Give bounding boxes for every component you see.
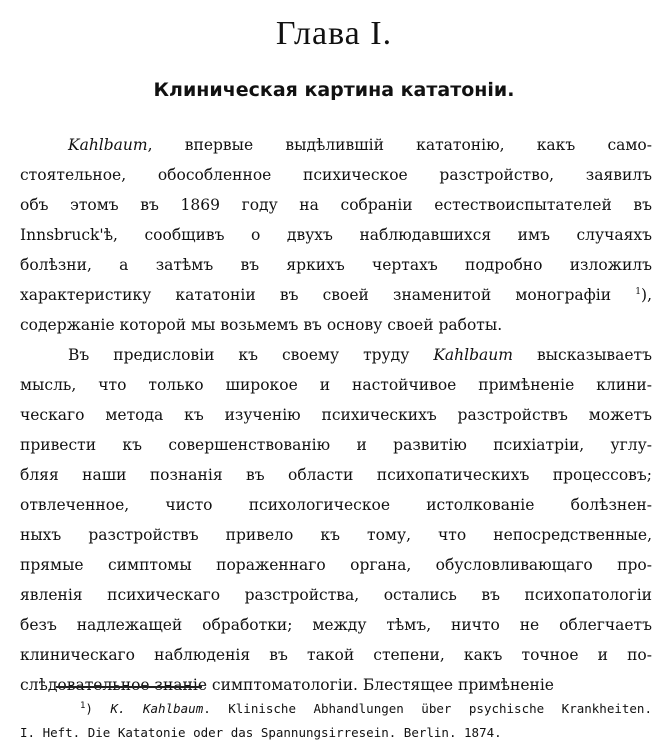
paragraph-1-line <box>20 310 652 340</box>
footnote-marker: 1 <box>80 700 86 711</box>
paragraph-2-line <box>20 370 652 400</box>
paragraph-1-line <box>20 250 652 280</box>
paragraph-2-line <box>20 640 652 670</box>
text-run: отвлеченное, чисто психологическое истолкованіе болѣзнен- <box>20 496 652 514</box>
text-run: ческаго метода къ изученію психическихъ разстройствъ можетъ <box>20 406 652 424</box>
text-run: характеристику кататоніи въ своей знаменитой монографіи <box>20 286 636 304</box>
text-run: прямые симптомы пораженнаго органа, обусловливающаго про- <box>20 556 652 574</box>
paragraph-2-line <box>20 490 652 520</box>
paragraph-1-line <box>20 160 652 190</box>
author-name: K. Kahlbaum <box>110 701 204 716</box>
text-run: ныхъ разстройствъ привело къ тому, что непосредственные, <box>20 526 652 544</box>
text-run: I. Heft. Die Katatonie oder das Spannungsirresein. Berlin. 1874. <box>20 725 502 740</box>
text-run: безъ надлежащей обработки; между тѣмъ, ничто не облегчаетъ <box>20 616 652 634</box>
footnote <box>20 697 652 745</box>
paragraph-2-line <box>20 430 652 460</box>
author-name: Kahlbaum <box>433 346 513 364</box>
paragraph-2-line <box>20 550 652 580</box>
text-run: содержаніе которой мы возьмемъ въ основу своей работы. <box>20 316 503 334</box>
text-run: , впервые выдѣлившій кататонію, какъ само- <box>147 136 652 154</box>
text-run: стоятельное, обособленное психическое разстройство, заявилъ <box>20 166 652 184</box>
paragraph-1-line <box>20 190 652 220</box>
text-run: объ этомъ въ 1869 году на собраніи естествоиспытателей въ <box>20 196 652 214</box>
paragraph-2-line <box>20 610 652 640</box>
paragraph-2-line <box>20 580 652 610</box>
paragraph-2-line <box>20 460 652 490</box>
text-run: явленія психическаго разстройства, остались въ психопатологіи <box>20 586 652 604</box>
paragraph-2-line <box>20 520 652 550</box>
text-run: болѣзни, а затѣмъ въ яркихъ чертахъ подробно изложилъ <box>20 256 652 274</box>
text-run: . Klinische Abhandlungen über psychische Krankheiten. <box>203 701 652 716</box>
body-text <box>20 130 652 700</box>
text-run: бляя наши познанія въ области психопатическихъ процессовъ; <box>20 466 652 484</box>
author-name: Kahlbaum <box>68 136 148 154</box>
paragraph-1-line <box>20 130 652 160</box>
paragraph-2-line <box>20 670 652 700</box>
chapter-title: Глава I. <box>275 15 393 52</box>
text-run: клиническаго наблюденія въ такой степени, какъ точное и по- <box>20 646 652 664</box>
paragraph-2-line <box>20 400 652 430</box>
text-run: Въ предисловіи къ своему труду <box>68 346 434 364</box>
footnote-marker: 1 <box>635 286 642 297</box>
text-run: привести къ совершенствованію и развитію психіатріи, углу- <box>20 436 652 454</box>
footnote-divider <box>56 686 202 688</box>
text-run: мысль, что только широкое и настойчивое примѣненіе клини- <box>20 376 652 394</box>
section-title: Клиническая картина кататоніи. <box>153 79 515 101</box>
paragraph-2-line <box>20 340 652 370</box>
text-run: ) <box>85 701 111 716</box>
text-run: Innsbruck'ѣ, сообщивъ о двухъ наблюдавшихся имъ случаяхъ <box>20 226 652 244</box>
text-run: ), <box>641 286 652 304</box>
text-run: высказываетъ <box>512 346 652 364</box>
paragraph-1-line <box>20 220 652 250</box>
footnote-line <box>20 721 652 745</box>
paragraph-1-line <box>20 280 652 310</box>
footnote-line <box>20 697 652 721</box>
text-run: слѣдовательное знаніе симптоматологіи. Блестящее примѣненіе <box>20 676 554 694</box>
